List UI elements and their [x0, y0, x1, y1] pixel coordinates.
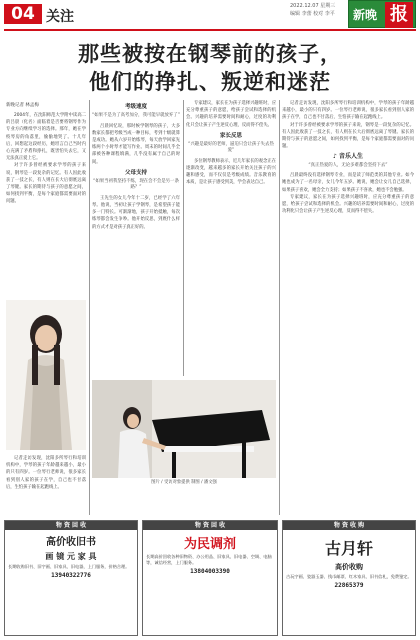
ad-3-header: 物 资 收 购	[283, 521, 415, 530]
subhead-3-text: 多位钢琴教师表示，近几年家长的观念正在逐渐改变，越来越多的家长开始关注孩子的兴趣和感受，而不仅仅是考级成绩。音乐教育的本质，是让孩子感受到美，学会表达自己。	[186, 158, 276, 186]
music-quote: “真正热爱的人，无论多难都会坚持下去”	[308, 162, 388, 168]
ad-2-text: 长期高价回收各种旧物资、办公用品、旧家具、旧电器、空调、电脑等，诚信经营，上门服务。	[146, 554, 272, 565]
portrait-photo	[6, 300, 86, 450]
piano-photo	[92, 380, 276, 478]
column-4	[282, 100, 414, 515]
editor-credit: 编辑 李蕾 校对 李平	[290, 11, 335, 17]
ad-1-text: 长期收购旧书、旧字画、旧家具、旧电器，上门服务，价格合理。	[8, 564, 130, 569]
subhead-3-quote: “兴趣是最好的老师，逼迫只会让孩子失去热爱”	[188, 141, 274, 154]
masthead-right: 报	[385, 2, 413, 28]
column-paragraph-a: 对于许多曾经被要求学琴的孩子来说，钢琴是一段复杂的记忆。有人因此收获了一技之长，有人则在长大后彻底远离了琴键。家长的期待与孩子的意愿之间，如何找到平衡，是每个家庭都需要面对的问题。	[6, 163, 86, 205]
headline	[0, 40, 420, 96]
headline-line-2: 他们的挣扎、叛逆和迷茫	[89, 70, 331, 94]
ad-recycling	[142, 520, 278, 636]
page-header	[0, 0, 420, 30]
classified-ads	[0, 520, 420, 640]
photo-caption: 图片 / 受访对象提供 制图 / 潘文强	[151, 480, 217, 485]
ad-1-header: 物 资 回 收	[5, 521, 137, 530]
column-divider	[279, 100, 280, 515]
ad-antiques	[282, 520, 416, 636]
masthead-logo	[348, 0, 416, 28]
headline-line-1: 那些被按在钢琴前的孩子，	[78, 42, 342, 66]
column-paragraph-b: 记者走访发现，沈阳多所琴行和培训机构中，学琴的孩子年龄越来越小，最小的只有四岁。一位琴行老师说，很多家长看到别人家的孩子在学，自己也不甘落后，生怕孩子输在起跑线上。	[6, 456, 86, 490]
ad-3-title: 古月轩	[324, 539, 373, 558]
subhead-1-quote: “如果不是为了高考加分，我可能早就放弃了”	[92, 113, 180, 118]
header-meta	[290, 2, 335, 18]
piano-performer-icon	[92, 380, 276, 478]
music-note-icon-heading: ♪ 音乐人生	[333, 153, 363, 161]
ad-2-phone: 13804003390	[190, 568, 230, 575]
masthead-left: 新晚	[353, 8, 378, 22]
page-number: 04	[4, 4, 42, 24]
column-divider	[89, 100, 90, 515]
column-2	[92, 100, 180, 378]
column-4-paragraph-1: 记者走访发现，沈阳多所琴行和培训机构中，学琴的孩子年龄越来越小，最小的只有四岁。一位琴行老师说，很多家长看到别人家的孩子在学，自己也不甘落后，生怕孩子输在起跑线上。	[282, 101, 414, 121]
ad-3-phone: 22865379	[334, 582, 364, 589]
ad-2-header: 物 资 回 收	[143, 521, 277, 530]
header-rule	[4, 29, 416, 31]
ad-old-books	[4, 520, 138, 636]
column-4-paragraph-3: 专家建议，家长在为孩子选择兴趣班时，应充分尊重孩子的意愿，给孩子尝试和选择的机会。兴趣的培养需要时间和耐心，过度的功利化只会让孩子产生逆反心理，反而得不偿失。	[282, 194, 414, 215]
ad-3-text: 古玩字画、瓷器玉器、钱币邮票、红木家具、旧书信札，免费鉴定。	[286, 574, 412, 579]
subhead-2: 父母支持	[124, 169, 147, 176]
subhead-1: 考级速度	[124, 104, 147, 110]
music-heading-text: 音乐人生	[338, 153, 363, 161]
issue-date: 2022.12.07 星期三	[290, 3, 336, 9]
music-text: 吕晨最终没有选择钢琴专业，而是读了师范类的其他专业。如今她也成为了一名母亲，女儿今年五岁。她说，她会让女儿自己选择，如果孩子喜欢，她会全力支持；如果孩子不喜欢，她也不会勉强。	[282, 173, 414, 193]
intro-paragraph: 2004年，在沈阳师范大学附中读高二的吕晨（化名）面临着是否要将钢琴作为专业方向继续学习的选择。那年，她在学校琴房的角落里，偷偷地哭了。十几年后，回想起这段经历，她坦言自己当时内心充满了矛盾和挣扎，既害怕失去它，又无法真正爱上它。	[6, 113, 86, 162]
column-4-paragraph-2: 对于许多曾经被要求学琴的孩子来说，钢琴是一段复杂的记忆。有人因此收获了一技之长，有人则在长大后彻底远离了琴键。家长的期待与孩子的意愿之间，如何找到平衡，是每个家庭都需要面对的问题。	[282, 122, 414, 150]
ad-2-title: 为民调剂	[183, 537, 236, 552]
girl-portrait-icon	[6, 300, 86, 450]
column-paragraph-c: 专家建议，家长在为孩子选择兴趣班时，应充分尊重孩子的意愿，给孩子尝试和选择的机会。兴趣的培养需要时间和耐心，过度的功利化只会让孩子产生逆反心理，反而得不偿失。	[186, 101, 276, 128]
ad-1-title: 高价收旧书	[46, 537, 96, 548]
column-divider	[183, 100, 184, 376]
ad-3-subtitle: 高价收购	[335, 563, 363, 571]
ad-1-subtitle: 画 镜 元 家 具	[45, 552, 97, 561]
subhead-2-quote: “如果当初我坚持不练，现在会不会是另一条路？”	[93, 178, 179, 191]
column-1-bottom	[6, 455, 86, 515]
column-1	[6, 112, 86, 298]
subhead-3: 家长反思	[219, 132, 242, 139]
byline: 新晚记者 林孟梅	[6, 103, 39, 108]
section-title: 关注	[46, 9, 74, 25]
subhead-2-text: 王先生的女儿今年十二岁，已经学了六年琴。他说，当初让孩子学钢琴，是希望孩子能多一门特长。可渐渐地，孩子开始抵触，每次练琴都会发生争吵。他开始反思，到底什么样的方式才是对孩子真正好的。	[92, 195, 180, 230]
column-3	[186, 100, 276, 378]
ad-1-phone: 13940322776	[51, 572, 91, 579]
subhead-1-text: 吕晨回忆说，那时候学钢琴的孩子，大多数家长都把考级当成一种目标，考到十级就算是成功。她从六岁开始练琴，每天放学回家先练两个小时琴才能写作业。周末的时间几乎全部被各种课程填满，几乎没有属于自己的时间。	[92, 123, 180, 165]
